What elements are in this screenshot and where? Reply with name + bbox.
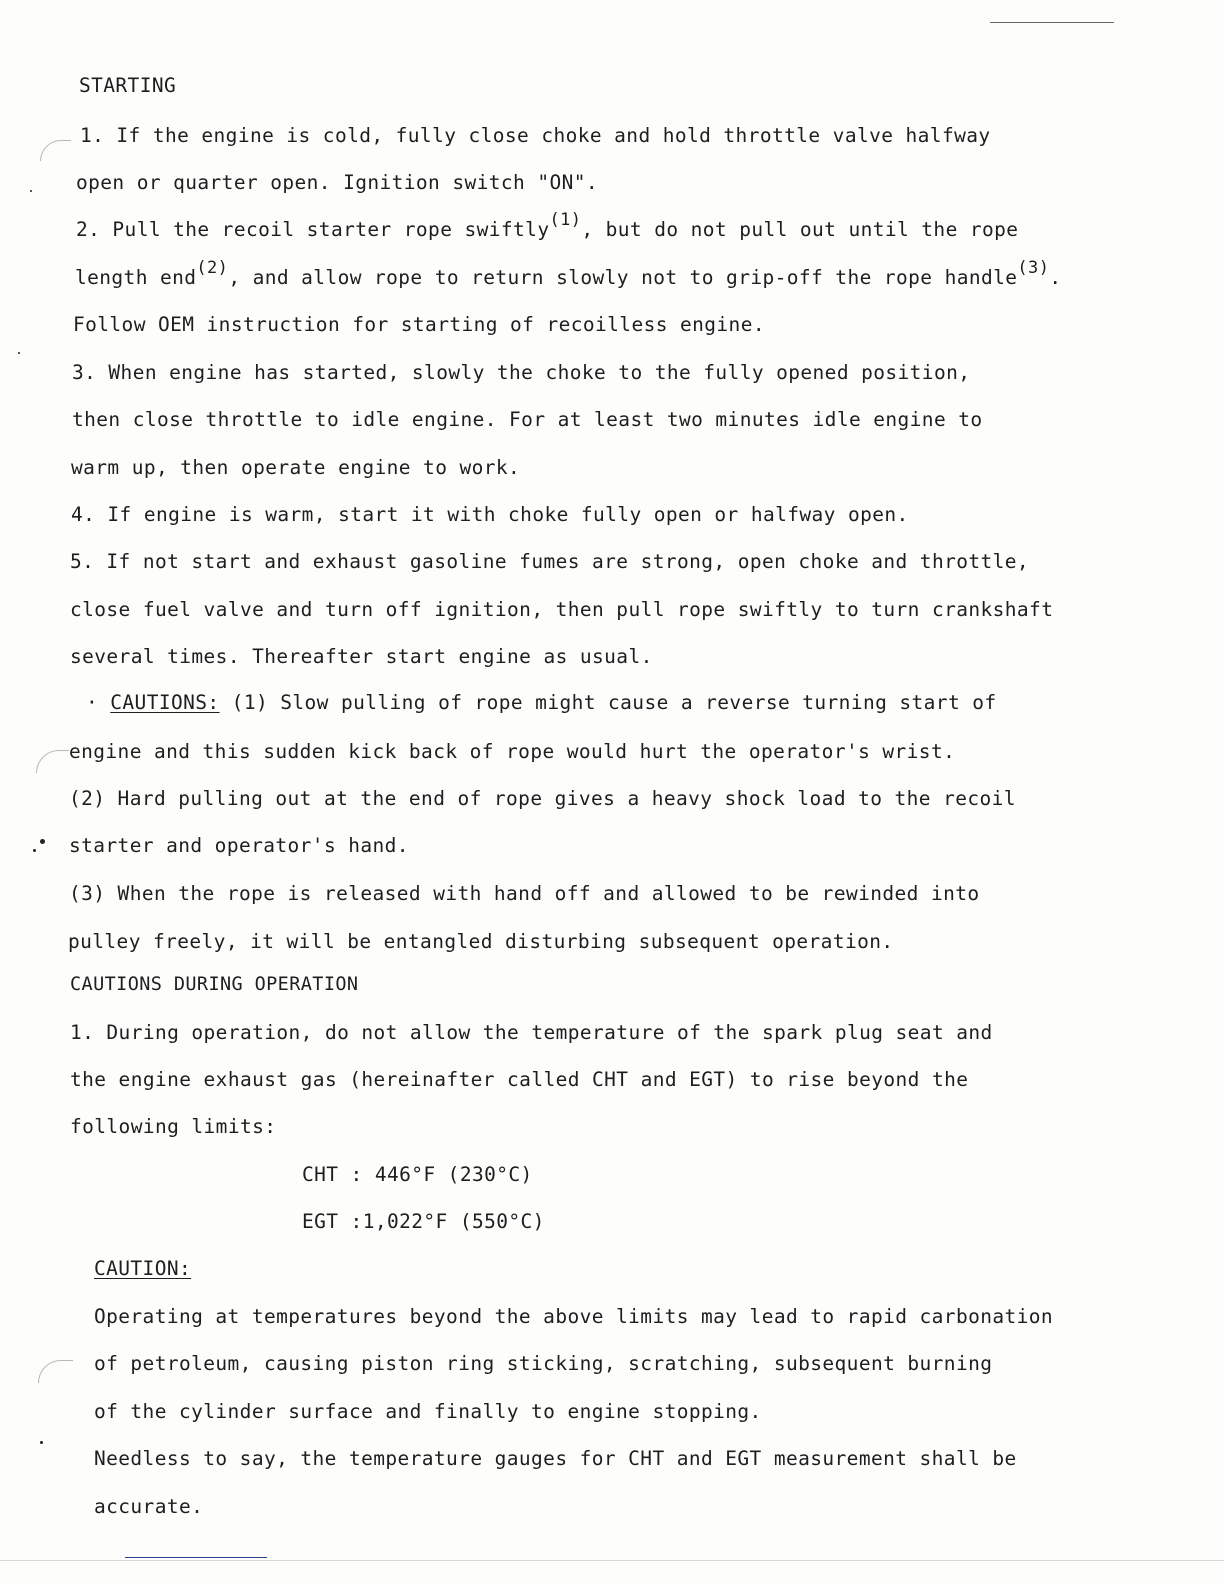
- footnote-ref-3: (3): [1017, 257, 1050, 278]
- caution-paragraph-line-5: accurate.: [94, 1495, 204, 1518]
- caution-paragraph-line-3: of the cylinder surface and finally to engine stopping.: [94, 1400, 762, 1423]
- operation-step-1-line-2: the engine exhaust gas (hereinafter called CHT and EGT) to rise beyond the: [70, 1068, 969, 1091]
- starting-step-5-line-2: close fuel valve and turn off ignition, then pull rope swiftly to turn crankshaft: [70, 598, 1054, 621]
- operation-step-1-line-1: 1. During operation, do not allow the temperature of the spark plug seat and: [70, 1021, 993, 1044]
- step-2-text-c: length end: [75, 266, 197, 289]
- cautions-line-4: starter and operator's hand.: [69, 834, 409, 857]
- caution-1-text-a: (1) Slow pulling of rope might cause a reverse turning start of: [219, 691, 997, 714]
- caution-paragraph-line-4: Needless to say, the temperature gauges for CHT and EGT measurement shall be: [94, 1447, 1017, 1470]
- cautions-line-6: pulley freely, it will be entangled disturbing subsequent operation.: [68, 930, 894, 953]
- footnote-ref-2: (2): [196, 257, 229, 278]
- cautions-label: CAUTIONS:: [110, 691, 220, 714]
- section-heading-operation: CAUTIONS DURING OPERATION: [70, 974, 359, 995]
- bottom-rule-line: [125, 1557, 267, 1558]
- cautions-line-2: engine and this sudden kick back of rope would hurt the operator's wrist.: [69, 740, 956, 763]
- cautions-line-3: (2) Hard pulling out at the end of rope gives a heavy shock load to the recoil: [69, 787, 1016, 810]
- starting-step-5-line-1: 5. If not start and exhaust gasoline fumes are strong, open choke and throttle,: [70, 550, 1030, 573]
- step-2-text-e: .: [1049, 266, 1062, 289]
- operation-step-1-line-3: following limits:: [70, 1115, 277, 1138]
- scan-speck: [40, 839, 45, 844]
- top-rule-line: [990, 22, 1114, 23]
- caution-paragraph-line-1: Operating at temperatures beyond the above limits may lead to rapid carbonation: [94, 1305, 1054, 1328]
- scan-edge-line: [0, 1560, 1224, 1561]
- scan-mark-arc: [36, 750, 69, 773]
- cht-limit: CHT : 446°F (230°C): [302, 1163, 533, 1186]
- scan-speck: [40, 1441, 43, 1444]
- starting-step-4-line-1: 4. If engine is warm, start it with choke fully open or halfway open.: [71, 503, 909, 526]
- step-2-text-b: , but do not pull out until the rope: [581, 218, 1019, 241]
- starting-step-2-line-3: Follow OEM instruction for starting of recoilless engine.: [73, 313, 765, 336]
- step-2-text-d: , and allow rope to return slowly not to grip-off the rope handle: [228, 266, 1018, 289]
- step-2-text-a: 2. Pull the recoil starter rope swiftly: [76, 218, 550, 241]
- scan-speck: [30, 190, 32, 192]
- starting-step-1-line-1: 1. If the engine is cold, fully close choke and hold throttle valve halfway: [80, 124, 991, 147]
- footnote-ref-1: (1): [549, 209, 582, 230]
- scan-speck: [33, 849, 36, 852]
- cautions-bullet: ·: [86, 691, 99, 714]
- scan-speck: [18, 352, 20, 354]
- cautions-line-1: [86, 691, 997, 715]
- starting-step-3-line-2: then close throttle to idle engine. For at least two minutes idle engine to: [72, 408, 983, 431]
- starting-step-2-line-1: [76, 209, 1019, 242]
- starting-step-3-line-3: warm up, then operate engine to work.: [71, 456, 521, 479]
- caution-paragraph-line-2: of petroleum, causing piston ring sticking, scratching, subsequent burning: [94, 1352, 993, 1375]
- starting-step-3-line-1: 3. When engine has started, slowly the choke to the fully opened position,: [72, 361, 971, 384]
- starting-step-5-line-3: several times. Thereafter start engine as usual.: [70, 645, 653, 668]
- starting-step-1-line-2: open or quarter open. Ignition switch "ON".: [76, 171, 599, 194]
- scan-mark-arc: [38, 1360, 73, 1383]
- section-heading-starting: STARTING: [79, 74, 177, 97]
- caution-label: CAUTION:: [94, 1257, 192, 1280]
- starting-step-2-line-2: [75, 257, 1062, 290]
- egt-limit: EGT :1,022°F (550°C): [302, 1210, 545, 1233]
- cautions-line-5: (3) When the rope is released with hand off and allowed to be rewinded into: [69, 882, 980, 905]
- scan-mark-arc: [40, 140, 71, 161]
